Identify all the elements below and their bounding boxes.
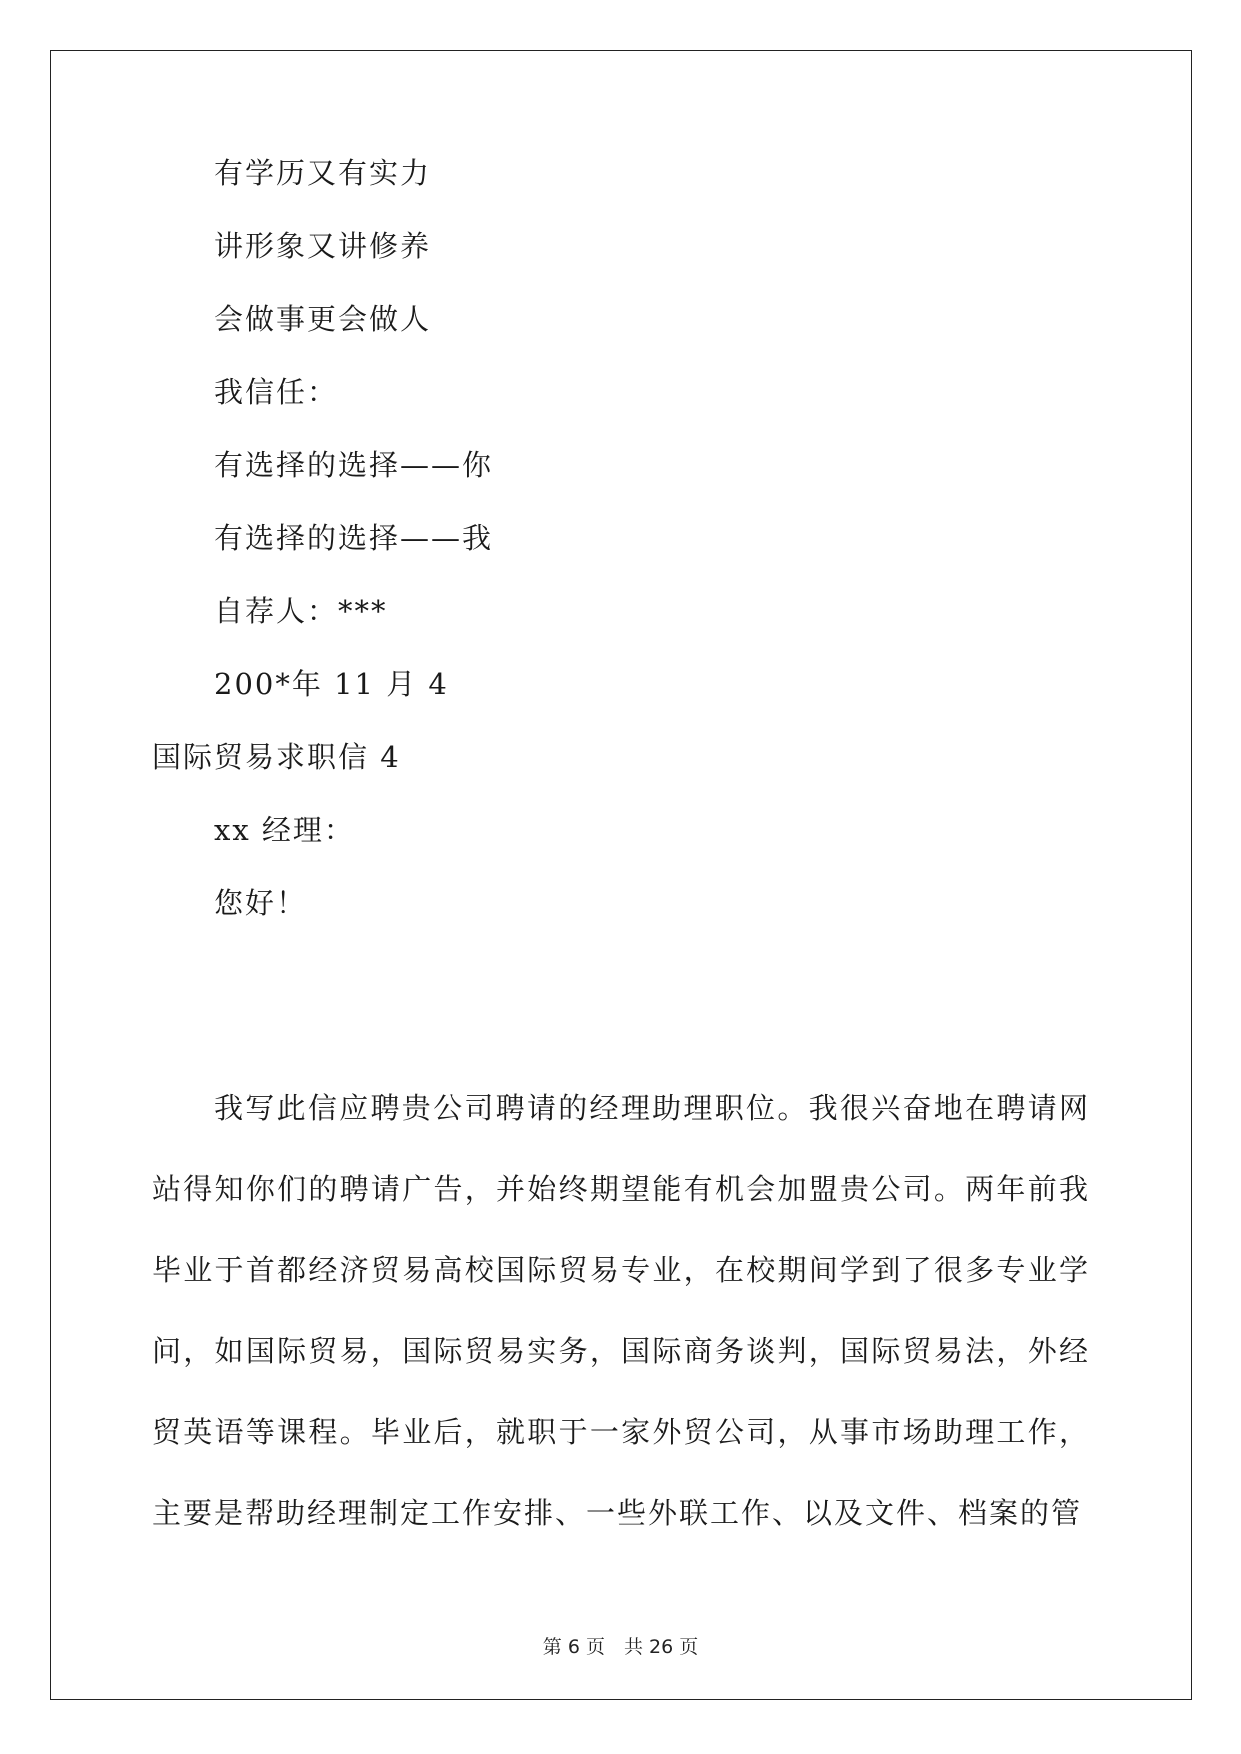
date-line: 200*年 11 月 4 <box>214 667 449 701</box>
section-title: 国际贸易求职信 4 <box>152 740 401 774</box>
closing-line-3: 会做事更会做人 <box>214 302 432 336</box>
page-footer: 第 6 页 共 26 页 <box>542 1636 699 1658</box>
closing-line-5: 有选择的选择——你 <box>214 448 494 482</box>
body-paragraph: 我写此信应聘贵公司聘请的经理助理职位。我很兴奋地在聘请网站得知你们的聘请广告，并始终期望能有机会加盟贵公司。两年前我毕业于首都经济贸易高校国际贸易专业，在校期间学到了很多专业学问，如国际贸易，国际贸易实务，国际商务谈判，国际贸易法，外经贸英语等课程。毕业后，就职于一家外贸公司，从事市场助理工作，主要是帮助经理制定工作安排、一些外联工作、以及文件、档案的管 <box>152 1091 1090 1530</box>
closing-line-4: 我信任： <box>214 375 339 409</box>
closing-line-2: 讲形象又讲修养 <box>214 229 432 263</box>
salutation: xx 经理： <box>214 813 355 847</box>
closing-line-6: 有选择的选择——我 <box>214 521 494 555</box>
closing-line-1: 有学历又有实力 <box>214 156 432 190</box>
greeting: 您好！ <box>214 886 308 920</box>
signature-line: 自荐人：*** <box>214 594 388 628</box>
